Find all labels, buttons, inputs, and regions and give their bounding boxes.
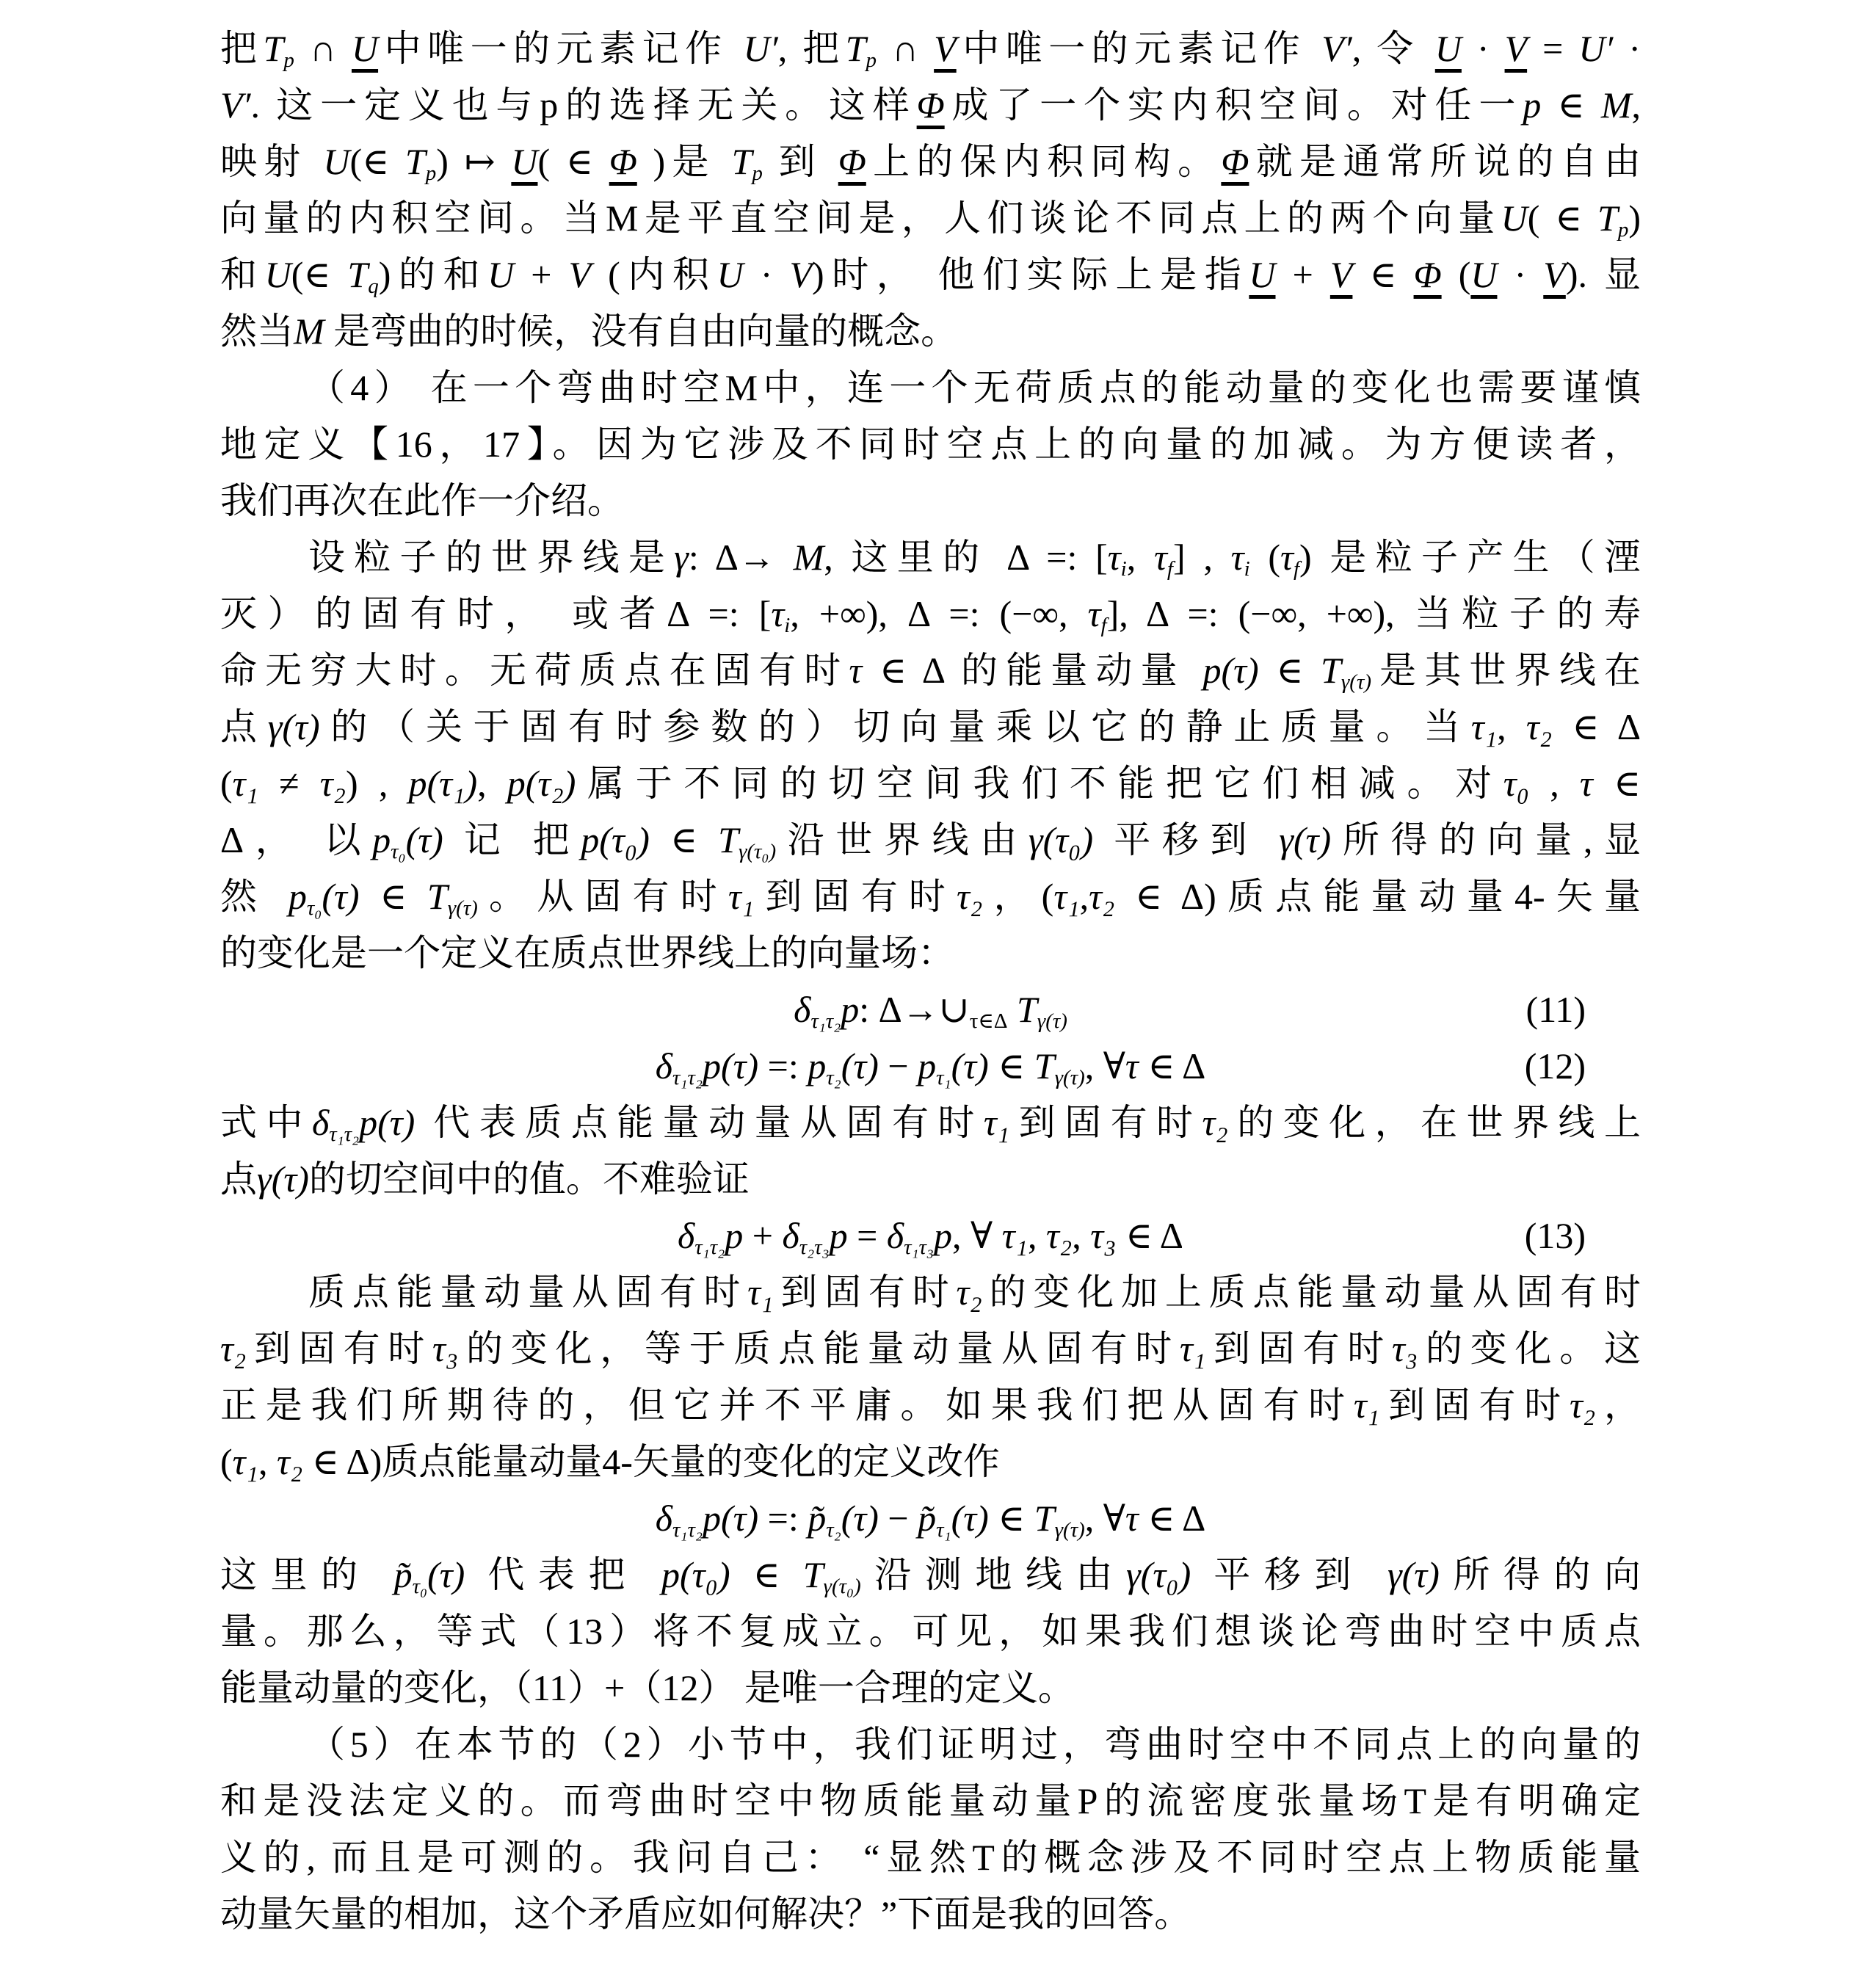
line-text: 命无穷大时。无荷质点在固有时τ ∈ Δ 的能量动量 p(τ) ∈ $T_{\gamma(\tau)}$是其世界线在 bbox=[220, 650, 1641, 694]
text-line bbox=[220, 755, 1641, 812]
text-line bbox=[220, 925, 1641, 982]
text-line bbox=[220, 134, 1641, 190]
line-text: 质点能量动量从固有时τ₁到固有时τ₂的变化加上质点能量动量从固有时 bbox=[308, 1271, 1641, 1313]
text-line bbox=[220, 21, 1641, 77]
line-text: 这里的 $p̃_{\tau_0}(\tau)$ 代表把 p(τ₀) ∈ $T_{\gamma(\tau_0)}$沿测地线由γ(τ₀) 平移到 γ(τ)所得的向 bbox=[220, 1554, 1641, 1599]
text-line bbox=[220, 642, 1641, 699]
line-text: 和U(∈ $T_q$)的和U + V (内积U · V)时， 他们实际上是指U + V ∈ Φ (U · V). 显 bbox=[220, 254, 1641, 299]
text-line bbox=[220, 529, 1641, 586]
line-text: 义的, 而且是可测的。我问自己： “显然T的概念涉及不同时空点上物质能量 bbox=[220, 1837, 1641, 1878]
line-text: 然当M 是弯曲的时候，没有自由向量的概念。 bbox=[220, 311, 958, 352]
text-line bbox=[220, 190, 1641, 247]
text-line bbox=[220, 1547, 1641, 1603]
text-line bbox=[220, 1660, 1641, 1716]
line-text: 向量的内积空间。当M是平直空间是，人们谈论不同点上的两个向量U( ∈ $T_p$) bbox=[220, 197, 1641, 242]
line-text: τ₂到固有时τ₃的变化，等于质点能量动量从固有时τ₁到固有时τ₃的变化。这 bbox=[220, 1328, 1641, 1369]
line-text: (τ₁ ≠ τ₂) , p(τ₁), p(τ₂)属于不同的切空间我们不能把它们相减。对τ₀ , τ ∈ bbox=[220, 763, 1641, 804]
text-line bbox=[220, 1264, 1641, 1321]
line-text: 的变化是一个定义在质点世界线上的向量场： bbox=[220, 932, 954, 973]
equation-body: $\delta_{\tau_1\tau_2}p(\tau)$ =: $p̃_{\tau_2}(\tau)$ − $p̃_{\tau_1}(\tau)$ ∈ $T_{\gamma(\tau)}$, ∀τ ∈ Δ bbox=[655, 1498, 1206, 1542]
text-line bbox=[220, 868, 1641, 925]
equation-body: $\delta_{\tau_1\tau_2}p$: $\Delta\to\cup_{\tau\in\Delta}$ $T_{\gamma(\tau)}$ bbox=[794, 989, 1067, 1034]
equation-line bbox=[220, 1038, 1641, 1095]
equation-number: (12) bbox=[1524, 1045, 1586, 1086]
line-text: 式中$\delta_{\tau_1\tau_2}p(\tau)$ 代表质点能量动量从固有时τ₁到固有时τ₂的变化，在世界线上 bbox=[220, 1102, 1641, 1147]
equation-number: (13) bbox=[1524, 1215, 1586, 1256]
line-text: 和是没法定义的。而弯曲时空中物质能量动量P的流密度张量场T是有明确定 bbox=[220, 1780, 1641, 1821]
equation-line bbox=[220, 982, 1641, 1038]
text-line bbox=[220, 586, 1641, 642]
equation-line bbox=[220, 1490, 1641, 1547]
line-text: 地定义【16，17】。因为它涉及不同时空点上的向量的加减。为方便读者， bbox=[220, 424, 1641, 465]
equation-body: $\delta_{\tau_1\tau_2}p + \delta_{\tau_2\tau_3}p = \delta_{\tau_1\tau_3}p$, ∀ τ₁, τ₂, τ₃ ∈ Δ bbox=[678, 1215, 1183, 1260]
line-text: 量。那么，等式（13）将不复成立。可见，如果我们想谈论弯曲时空中质点 bbox=[220, 1611, 1641, 1652]
text-line bbox=[220, 1773, 1641, 1829]
line-text: 设粒子的世界线是γ: Δ→ M, 这里的 Δ =: [$\tau_i$, $\tau_f$] , $\tau_i$ $(\tau_f)$ 是粒子产生（湮 bbox=[308, 537, 1641, 581]
line-text: 点γ(τ)的切空间中的值。不难验证 bbox=[220, 1158, 750, 1200]
line-text: （4） 在一个弯曲时空M中，连一个无荷质点的能动量的变化也需要谨慎 bbox=[308, 367, 1641, 408]
line-text: 点γ(τ)的（关于固有时参数的）切向量乘以它的静止质量。当τ₁, τ₂ ∈ Δ bbox=[220, 706, 1641, 747]
text-line bbox=[220, 1603, 1641, 1660]
line-text: V′. 这一定义也与p的选择无关。这样Φ成了一个实内积空间。对任一p ∈ M, bbox=[220, 84, 1641, 126]
text-line bbox=[220, 416, 1641, 473]
text-line bbox=[220, 1886, 1641, 1942]
line-text: 灭）的固有时， 或者Δ =: [$\tau_i$, +∞), Δ =: (−∞, $\tau_f$], Δ =: (−∞, +∞), 当粒子的寿 bbox=[220, 593, 1641, 638]
text-line bbox=[220, 812, 1641, 868]
text-line bbox=[220, 1377, 1641, 1434]
text-line bbox=[220, 247, 1641, 303]
text-line bbox=[220, 1829, 1641, 1886]
line-text: （5）在本节的（2）小节中，我们证明过，弯曲时空中不同点上的向量的 bbox=[308, 1724, 1641, 1765]
equation-body: $\delta_{\tau_1\tau_2}p(\tau)$ =: $p_{\tau_2}(\tau) - p_{\tau_1}(\tau)$ ∈ $T_{\gamma(\tau)}$, ∀τ ∈ Δ bbox=[655, 1045, 1206, 1090]
line-text: 正是我们所期待的，但它并不平庸。如果我们把从固有时τ₁到固有时τ₂， bbox=[220, 1385, 1641, 1426]
line-text: 然 $p_{\tau_0}(\tau)$ ∈ $T_{\gamma(\tau)}$。从固有时τ₁到固有时τ₂，(τ₁,τ₂ ∈ Δ)质点能量动量4-矢量 bbox=[220, 876, 1641, 921]
text-line bbox=[220, 1151, 1641, 1208]
text-line bbox=[220, 473, 1641, 529]
text-line bbox=[220, 1434, 1641, 1490]
line-text: 映射 U(∈ $T_p$) ↦ U( ∈ Φ )是 $T_p$ 到 Φ上的保内积同构。Φ就是通常所说的自由 bbox=[220, 141, 1641, 186]
line-text: (τ₁, τ₂ ∈ Δ)质点能量动量4-矢量的变化的定义改作 bbox=[220, 1441, 1000, 1482]
equation-line bbox=[220, 1208, 1641, 1264]
text-line bbox=[220, 360, 1641, 416]
text-line bbox=[220, 1095, 1641, 1151]
line-text: 动量矢量的相加，这个矛盾应如何解决？”下面是我的回答。 bbox=[220, 1893, 1191, 1934]
line-text: 我们再次在此作一介绍。 bbox=[220, 480, 624, 521]
line-text: 把$T_p$ ∩ U中唯一的元素记作 U′, 把$T_p$ ∩ V中唯一的元素记作 V′, 令 U · V = U′ · bbox=[220, 28, 1641, 73]
text-line bbox=[220, 77, 1641, 134]
text-line bbox=[220, 1716, 1641, 1773]
line-text: Δ， 以$p_{\tau_0}(\tau)$ 记 把p(τ₀) ∈ $T_{\gamma(\tau_0)}$沿世界线由γ(τ₀) 平移到 γ(τ)所得的向量,显 bbox=[220, 819, 1641, 864]
line-text: 能量动量的变化，（11）+（12） 是唯一合理的定义。 bbox=[220, 1667, 1075, 1708]
text-line bbox=[220, 1321, 1641, 1377]
text-line bbox=[220, 699, 1641, 755]
text-line bbox=[220, 303, 1641, 360]
text-column bbox=[220, 21, 1641, 1942]
equation-number: (11) bbox=[1525, 989, 1586, 1030]
